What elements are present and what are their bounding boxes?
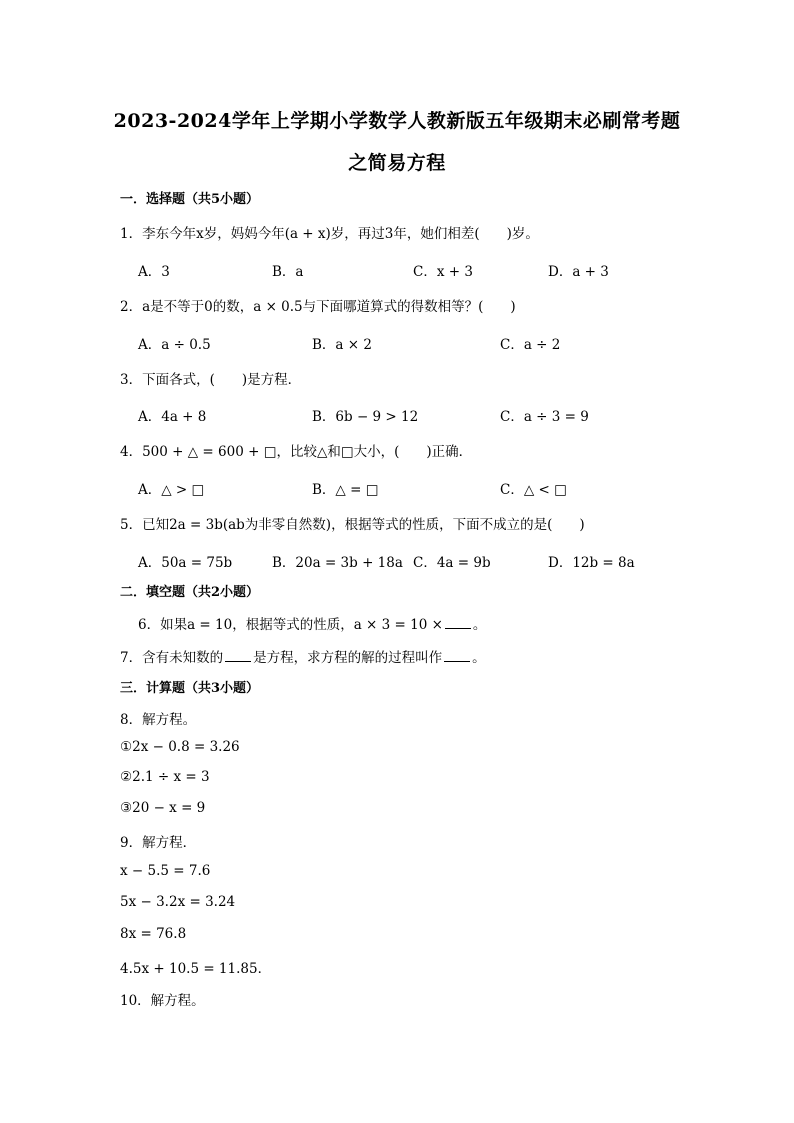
q5-option-a: A．50a = 75b xyxy=(138,555,233,571)
q9-equation-2: 5x − 3.2x = 3.24 xyxy=(120,894,236,910)
section-heading-fill: 二．填空题（共2小题） xyxy=(120,585,260,600)
question-7 xyxy=(120,646,486,666)
q1-option-c: C．x + 3 xyxy=(413,264,473,280)
question-6-end: 。 xyxy=(472,617,487,633)
answer-blank xyxy=(445,615,471,629)
document-subtitle: 之简易方程 xyxy=(348,152,446,174)
answer-blank xyxy=(225,648,251,662)
q9-equation-4: 4.5x + 10.5 = 11.85． xyxy=(120,961,272,977)
q2-option-c: C．a ÷ 2 xyxy=(500,337,561,353)
section-heading-choice: 一．选择题（共5小题） xyxy=(120,192,260,207)
q4-option-b: B．△ = □ xyxy=(312,482,379,498)
question-7-part1: 7．含有未知数的 xyxy=(120,650,224,666)
q1-option-a: A．3 xyxy=(138,264,170,280)
question-7-end: 。 xyxy=(472,650,486,666)
question-3-stem: 3．下面各式，( )是方程． xyxy=(120,372,302,388)
section-heading-calc: 三．计算题（共3小题） xyxy=(120,681,260,696)
q5-option-b: B．20a = 3b + 18a xyxy=(272,555,403,571)
q2-option-a: A．a ÷ 0.5 xyxy=(138,337,211,353)
question-7-part2: 是方程，求方程的解的过程叫作 xyxy=(253,650,443,666)
question-4-stem: 4．500 + △ = 600 + □，比较△和□大小，( )正确． xyxy=(120,444,473,460)
q8-equation-3: ③20 − x = 9 xyxy=(120,800,206,816)
question-8-stem: 8．解方程。 xyxy=(120,712,197,728)
question-6-stem: 6．如果a = 10，根据等式的性质，a × 3 = 10 × xyxy=(138,617,443,633)
q5-option-d: D．12b = 8a xyxy=(548,555,635,571)
q8-equation-1: ①2x − 0.8 = 3.26 xyxy=(120,739,240,755)
q1-option-d: D．a + 3 xyxy=(548,264,609,280)
question-2-stem: 2．a是不等于0的数，a × 0.5与下面哪道算式的得数相等？( ) xyxy=(120,299,516,315)
q8-equation-2: ②2.1 ÷ x = 3 xyxy=(120,769,210,785)
q4-option-c: C．△ < □ xyxy=(500,482,567,498)
answer-blank xyxy=(444,648,470,662)
document-title: 2023-2024学年上学期小学数学人教新版五年级期末必刷常考题 xyxy=(113,110,681,132)
q9-equation-3: 8x = 76.8 xyxy=(120,926,187,942)
q3-option-a: A．4a + 8 xyxy=(138,409,207,425)
q9-equation-1: x − 5.5 = 7.6 xyxy=(120,863,211,879)
q5-option-c: C．4a = 9b xyxy=(413,555,491,571)
q2-option-b: B．a × 2 xyxy=(312,337,372,353)
q3-option-c: C．a ÷ 3 = 9 xyxy=(500,409,589,425)
question-10-stem: 10．解方程。 xyxy=(120,993,205,1009)
question-9-stem: 9．解方程． xyxy=(120,835,197,851)
q4-option-a: A．△ > □ xyxy=(138,482,205,498)
q1-option-b: B．a xyxy=(272,264,304,280)
q3-option-b: B．6b − 9 > 12 xyxy=(312,409,419,425)
question-6 xyxy=(138,613,486,633)
question-1-stem: 1．李东今年x岁，妈妈今年(a + x)岁，再过3年，她们相差( )岁。 xyxy=(120,226,539,242)
question-5-stem: 5．已知2a = 3b(ab为非零自然数)，根据等式的性质，下面不成立的是( ) xyxy=(120,517,585,533)
